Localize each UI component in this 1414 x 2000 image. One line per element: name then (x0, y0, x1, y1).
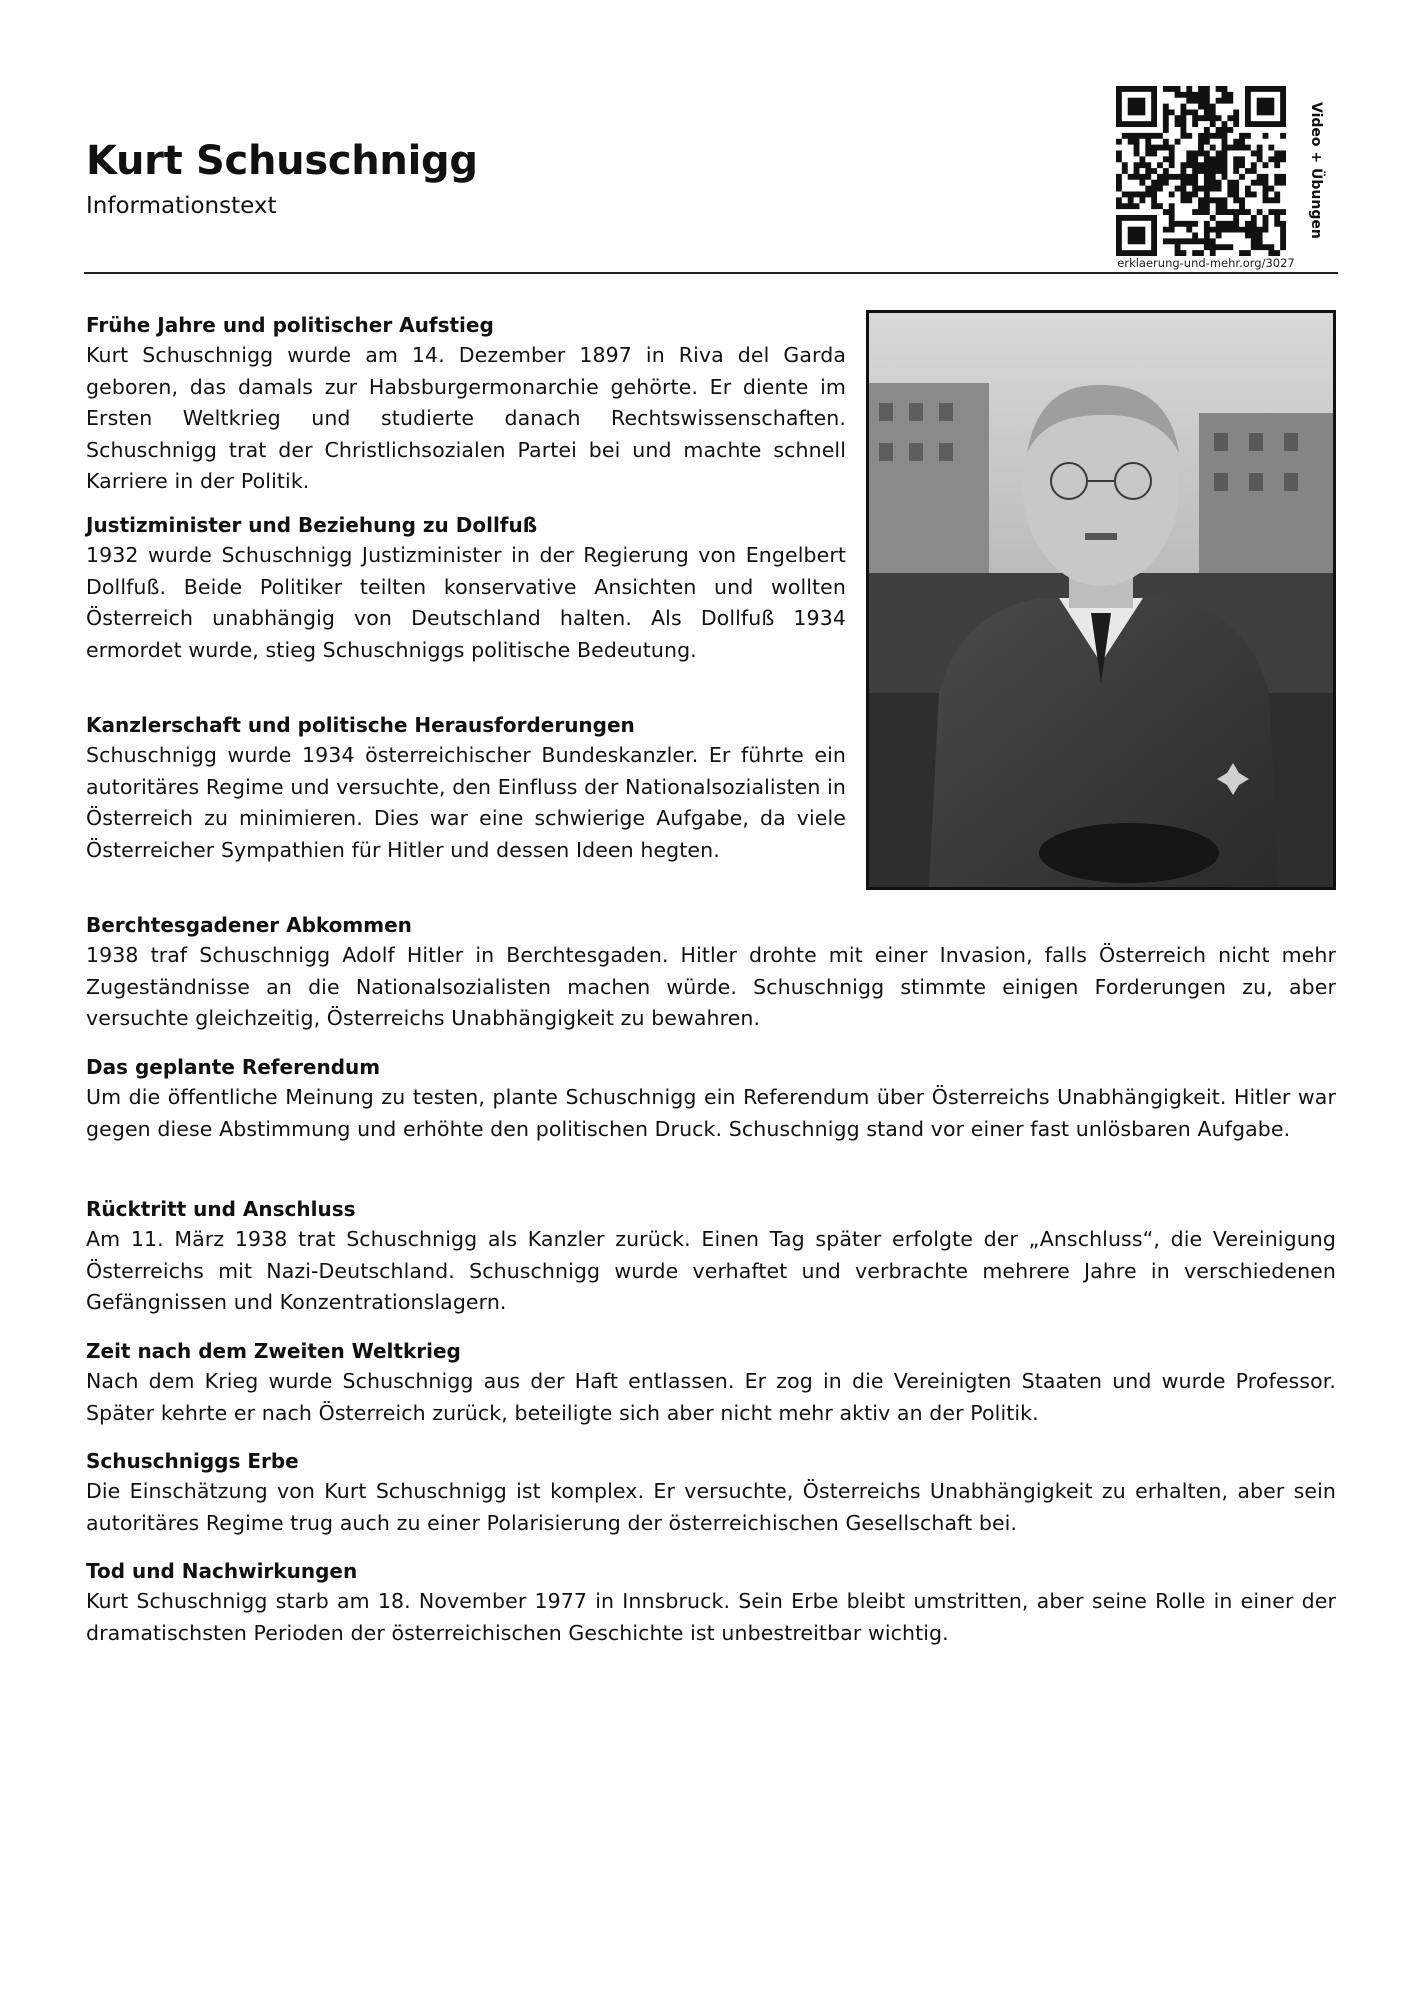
section-chancellorship (86, 710, 846, 866)
qr-code[interactable] (1116, 86, 1286, 256)
section-heading: Rücktritt und Anschluss (86, 1197, 356, 1221)
section-berchtesgaden (86, 910, 1336, 1035)
section-text: Die Einschätzung von Kurt Schuschnigg ist komplex. Er versuchte, Österreichs Unabhängigkeit zu erhalten, aber sein autoritäres Regime trug auch zu einer Polarisierung der österreichischen Gesellschaft bei. (86, 1479, 1336, 1535)
section-legacy (86, 1446, 1336, 1539)
page-subtitle: Informationstext (86, 193, 277, 219)
section-text: Nach dem Krieg wurde Schuschnigg aus der Haft entlassen. Er zog in die Vereinigten Staaten und wurde Professor. Später kehrte er nach Österreich zurück, beteiligte sich aber nicht mehr aktiv an der Politik. (86, 1369, 1336, 1425)
section-text: Um die öffentliche Meinung zu testen, plante Schuschnigg ein Referendum über Österreichs Unabhängigkeit. Hitler war gegen diese Abstimmung und erhöhte den politischen Druck. Schuschnigg stand vor einer fast unlösbaren Aufgabe. (86, 1085, 1336, 1141)
section-text: Am 11. März 1938 trat Schuschnigg als Kanzler zurück. Einen Tag später erfolgte der „Anschluss“, die Vereinigung Österreichs mit Nazi-Deutschland. Schuschnigg wurde verhaftet und verbrachte mehrere Jahre in verschiedenen Gefängnissen und Konzentrationslagern. (86, 1227, 1336, 1314)
qr-finder-top-left (1116, 86, 1157, 127)
portrait-photo (866, 310, 1336, 890)
video-exercises-text: Video + Übungen (1308, 102, 1324, 239)
section-heading: Schuschniggs Erbe (86, 1449, 299, 1473)
section-heading: Justizminister und Beziehung zu Dollfuß (86, 513, 538, 537)
portrait-illustration (869, 313, 1333, 887)
section-resignation (86, 1194, 1336, 1319)
section-heading: Zeit nach dem Zweiten Weltkrieg (86, 1339, 461, 1363)
section-post-war (86, 1336, 1336, 1429)
section-referendum (86, 1052, 1336, 1145)
header-divider (84, 272, 1338, 274)
section-heading: Kanzlerschaft und politische Herausforderungen (86, 713, 635, 737)
section-early-years (86, 310, 846, 498)
section-text: Kurt Schuschnigg wurde am 14. Dezember 1897 in Riva del Garda geboren, das damals zur Habsburgermonarchie gehörte. Er diente im Ersten Weltkrieg und studierte danach Rechtswissenschaften. Schuschnigg trat der Christlichsozialen Partei bei und machte schnell Karriere in der Politik. (86, 343, 846, 493)
section-text: 1938 traf Schuschnigg Adolf Hitler in Berchtesgaden. Hitler drohte mit einer Invasion, falls Österreich nicht mehr Zugeständnisse an die Nationalsozialisten machen würde. Schuschnigg stimmte einigen Forderungen zu, aber versuchte gleichzeitig, Österreichs Unabhängigkeit zu bewahren. (86, 943, 1336, 1030)
qr-finder-bottom-left (1116, 215, 1157, 256)
section-text: Schuschnigg wurde 1934 österreichischer Bundeskanzler. Er führte ein autoritäres Regime und versuchte, den Einfluss der Nationalsozialisten in Österreich zu minimieren. Dies war eine schwierige Aufgabe, da viele Österreicher Sympathien für Hitler und dessen Ideen hegten. (86, 743, 846, 862)
section-text: Kurt Schuschnigg starb am 18. November 1977 in Innsbruck. Sein Erbe bleibt umstritten, aber seine Rolle in einer der dramatischsten Perioden der österreichischen Geschichte ist unbestreitbar wichtig. (86, 1589, 1336, 1645)
section-death (86, 1556, 1336, 1649)
section-justice-minister (86, 510, 846, 666)
qr-finder-top-right (1245, 86, 1286, 127)
qr-url-label[interactable]: erklaerung-und-mehr.org/3027 (1117, 256, 1295, 270)
page-title: Kurt Schuschnigg (86, 138, 478, 184)
section-heading: Frühe Jahre und politischer Aufstieg (86, 313, 494, 337)
section-heading: Tod und Nachwirkungen (86, 1559, 358, 1583)
section-heading: Berchtesgadener Abkommen (86, 913, 412, 937)
qr-code-graphic (1116, 86, 1286, 256)
section-text: 1932 wurde Schuschnigg Justizminister in der Regierung von Engelbert Dollfuß. Beide Politiker teilten konservative Ansichten und wollten Österreich unabhängig von Deutschland halten. Als Dollfuß 1934 ermordet wurde, stieg Schuschniggs politische Bedeutung. (86, 543, 846, 662)
video-exercises-label (1300, 102, 1326, 262)
section-heading: Das geplante Referendum (86, 1055, 381, 1079)
